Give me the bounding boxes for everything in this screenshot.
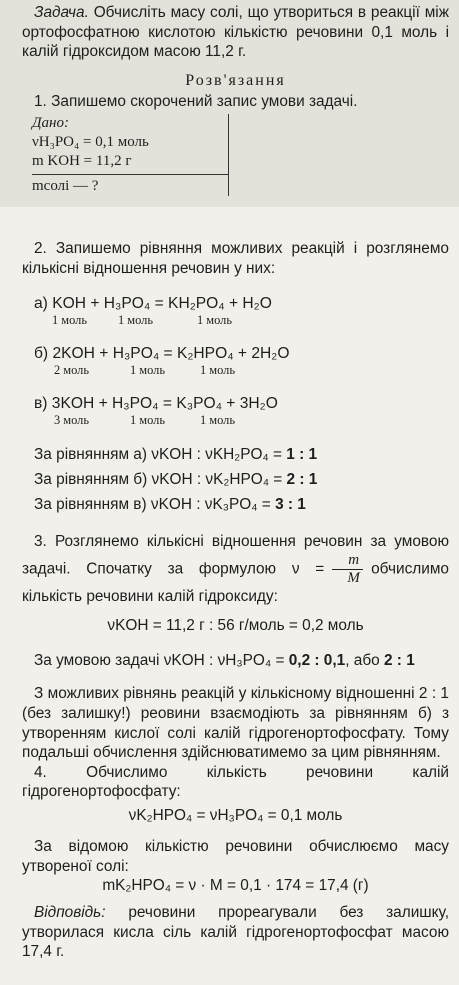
ratio-c: За рівнянням в) νKOH : νK₃PO₄ = 3 : 1: [34, 496, 306, 514]
step-2: 2. Запишемо рівняння можливих реакцій і розглянемо кількісні відношення речовин у них:: [22, 240, 449, 277]
solution-title: Розв'язання: [185, 71, 286, 89]
coef: 1 моль: [200, 363, 235, 378]
coef: 2 моль: [54, 363, 89, 378]
answer-label: Відповідь:: [34, 904, 106, 922]
task-paragraph: [22, 3, 449, 62]
given-line-1: νH₃PO₄ = 0,1 моль: [32, 133, 149, 150]
reaction-c: в) 3KOH + H₃PO₄ = K₃PO₄ + 3H₂O: [34, 395, 278, 413]
coef: 1 моль: [52, 313, 87, 328]
step-4: 4. Обчислимо кількість речовини калій гідрогенортофосфату:: [22, 763, 449, 801]
given-label: Дано:: [32, 114, 69, 131]
formula-fraction: $\frac{m}{M}$: [332, 552, 363, 587]
answer-text: речовини прореагували без залишку, утворилася кисла сіль калій гідрогенортофосфат масою 17,4 г.: [22, 904, 449, 961]
task-text: Обчисліть масу солі, що утвориться в реакції між ортофосфатною кислотою кількістю речовини 0,1 моль і калій гідроксидом масою 11,2 г.: [22, 4, 449, 61]
mass-paragraph: За відомою кількістю речовини обчислюємо масу утвореної солі:: [22, 837, 449, 875]
solution-section: [0, 207, 459, 962]
given-block: [32, 114, 229, 196]
reaction-c-coefs: [34, 413, 449, 429]
step-1: 1. Запишемо скорочений запис умови задачі.: [34, 92, 358, 110]
coef: 1 моль: [200, 413, 235, 428]
coef: 3 моль: [54, 413, 89, 428]
conclusion-paragraph: З можливих рівнянь реакцій у кількісному відношенні 2 : 1 (без залишку!) реовини взаємодіють за рівнянням б) з утворенням кислої солі калій гідрогенортофосфату. Тому подальші обчислення здійснюватимемо за цим рівнянням.: [22, 685, 449, 762]
calc-k2hpo4: νK₂HPO₄ = νH₃PO₄ = 0,1 моль: [128, 806, 343, 824]
step-3: 3. Розглянемо кількісні відношення речовин за умовою задачі. Спочатку за формулою ν = $\frac{m}{M}$ обчислимо кількість речовини калій гідроксиду:: [22, 533, 449, 605]
calc-koh: νKOH = 11,2 г : 56 г/моль = 0,2 моль: [107, 617, 364, 635]
coef: 1 моль: [197, 313, 232, 328]
given-line-2: m KOH = 11,2 г: [32, 152, 132, 169]
coef: 1 моль: [130, 363, 165, 378]
task-label: Задача.: [34, 4, 89, 21]
reaction-a: а) KOH + H₃PO₄ = KH₂PO₄ + H₂O: [34, 295, 272, 313]
coef: 1 моль: [118, 313, 153, 328]
ratio-a: За рівнянням а) νKOH : νKH₂PO₄ = 1 : 1: [34, 446, 318, 464]
calc-mass: mK₂HPO₄ = ν · M = 0,1 · 174 = 17,4 (г): [102, 877, 369, 895]
calc-ratio: За умовою задачі νKOH : νH₃PO₄ = 0,2 : 0,1, або 2 : 1: [34, 652, 415, 670]
task-section: [0, 0, 459, 207]
given-divider: [32, 174, 228, 175]
reaction-b: б) 2KOH + H₃PO₄ = K₂HPO₄ + 2H₂O: [34, 345, 290, 363]
coef: 1 моль: [130, 413, 165, 428]
answer-paragraph: [22, 903, 449, 962]
reaction-a-coefs: [34, 313, 449, 329]
ratio-b: За рівнянням б) νKOH : νK₂HPO₄ = 2 : 1: [34, 471, 318, 489]
given-find: mсолі — ?: [32, 177, 99, 194]
reaction-b-coefs: [34, 363, 449, 379]
